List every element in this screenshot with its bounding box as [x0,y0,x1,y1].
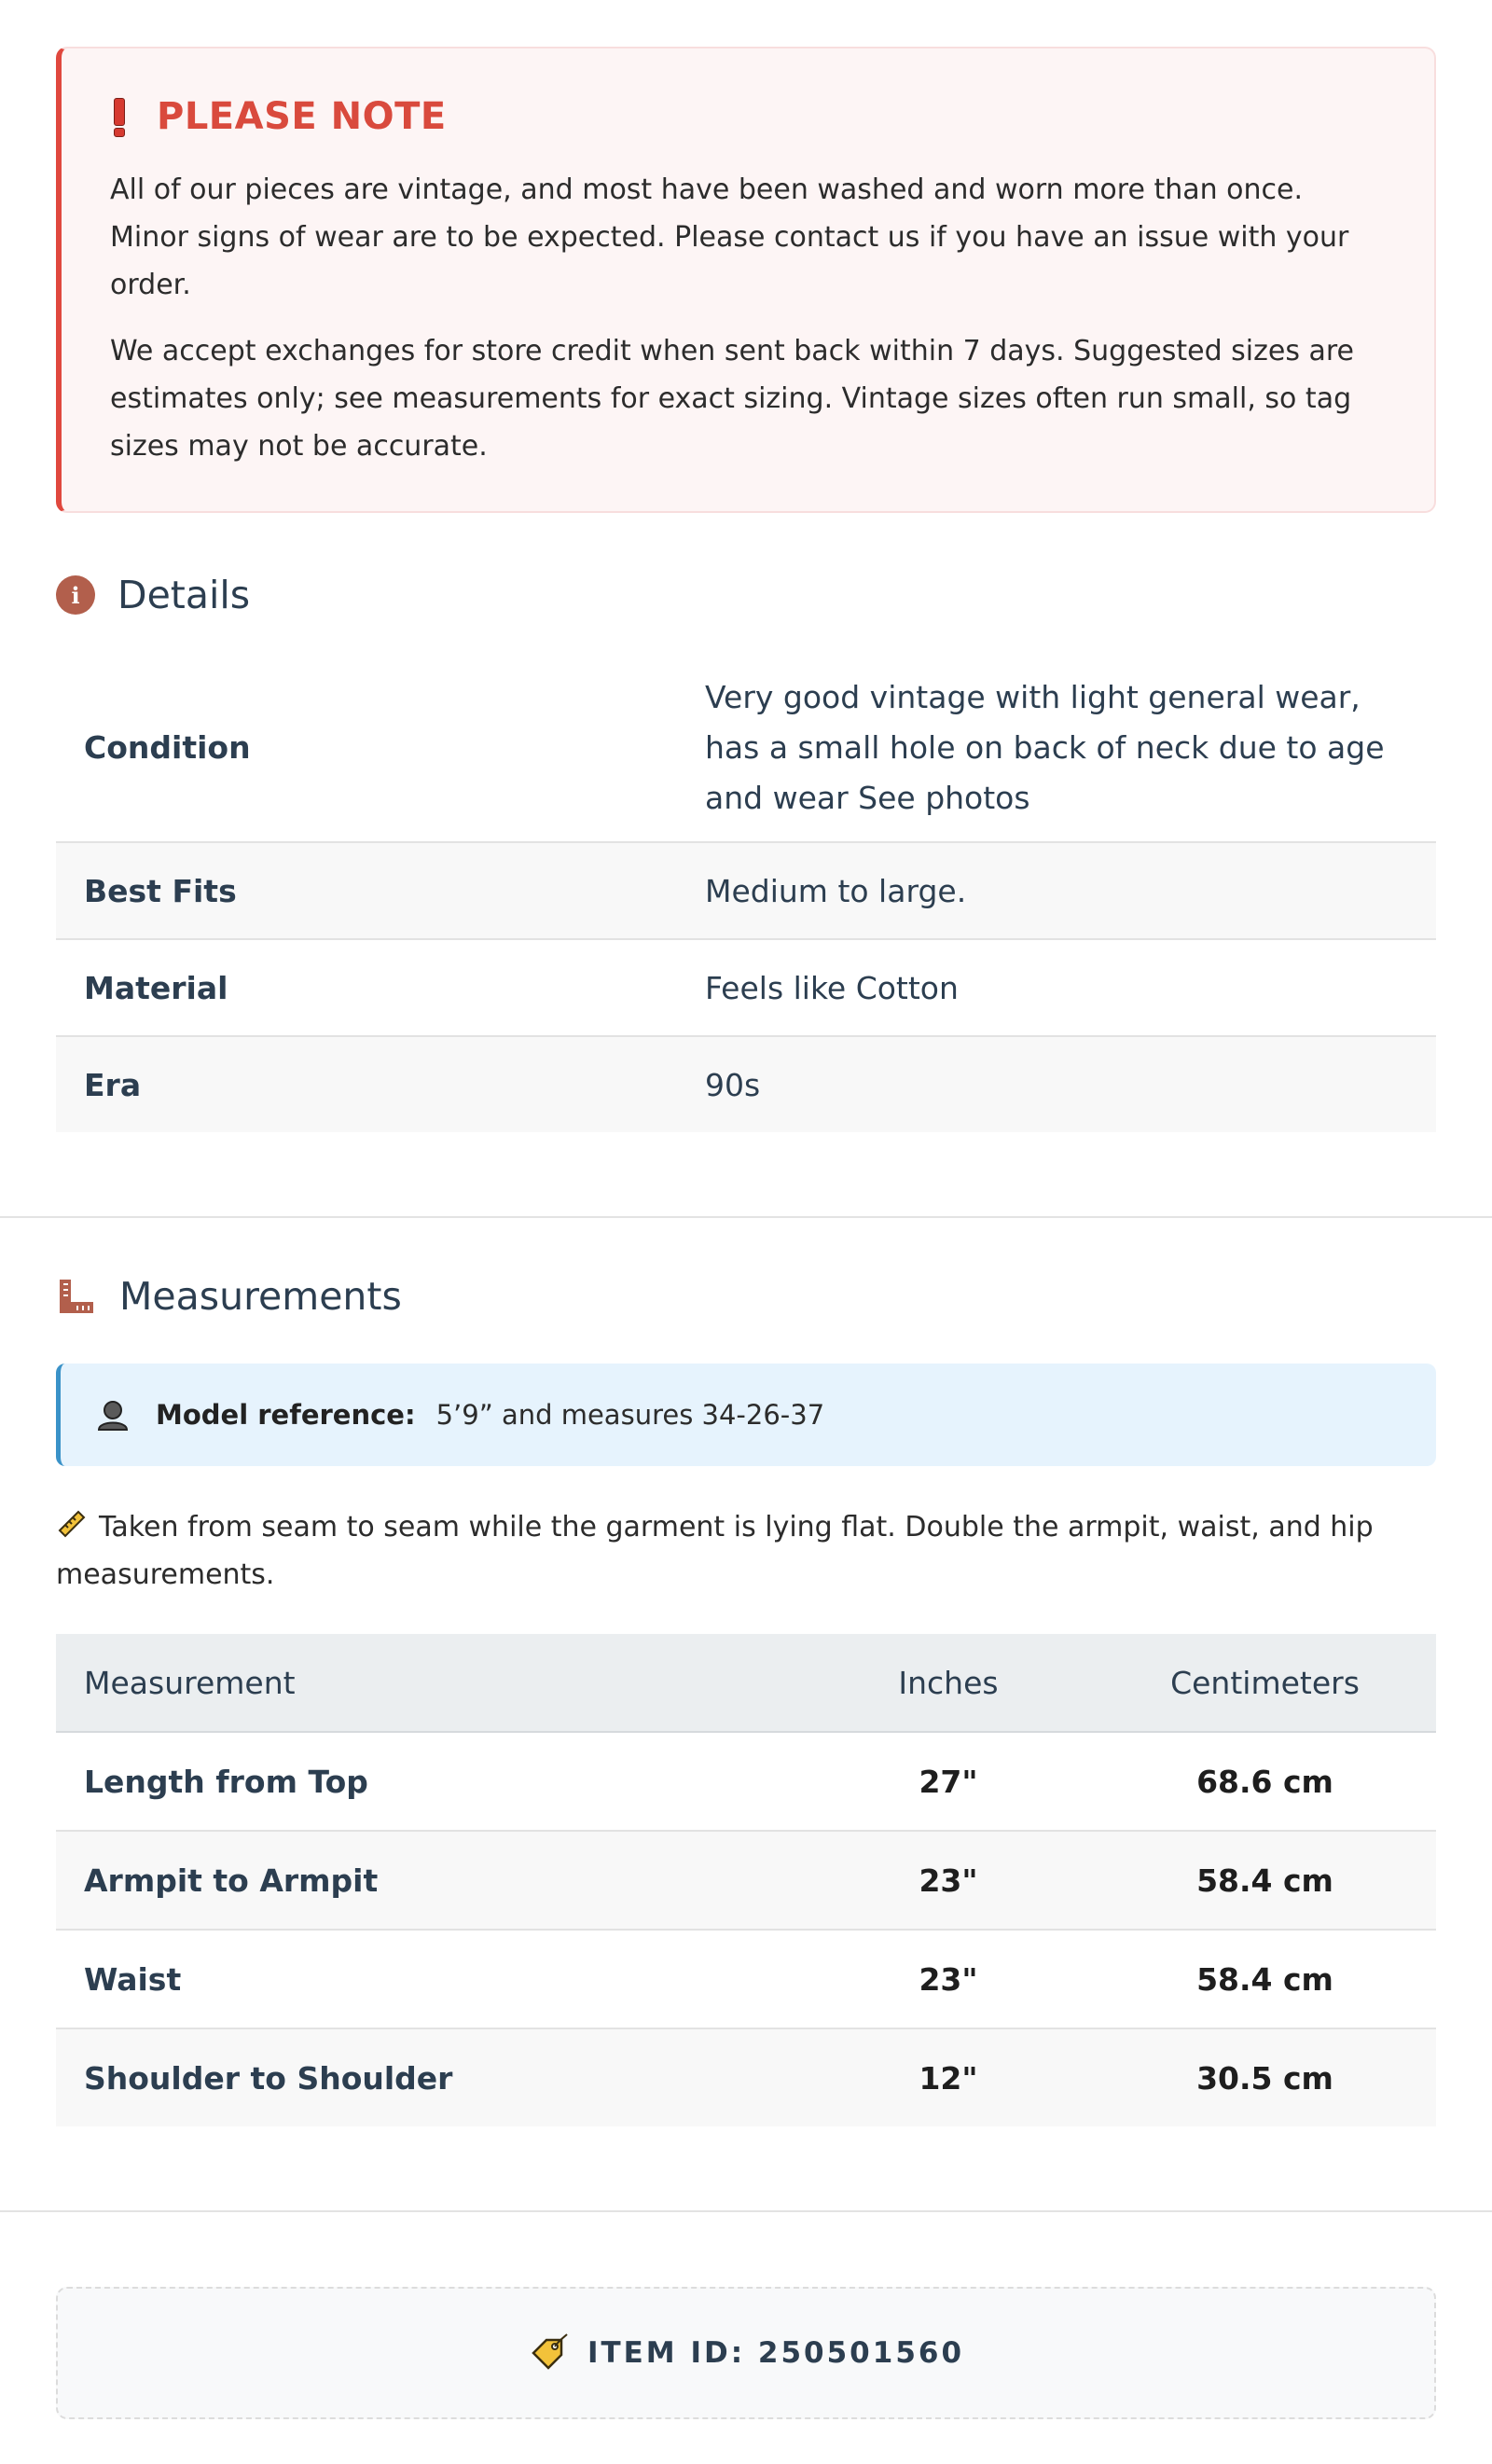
info-icon: i [56,575,95,615]
model-label: Model reference: [156,1399,416,1431]
measurement-inches: 27" [919,1763,978,1800]
measurement-cm: 30.5 cm [1196,2059,1333,2097]
header-measurement: Measurement [84,1664,296,1701]
please-note-box [56,47,1436,513]
details-row-era [56,1036,1436,1132]
details-row-condition [56,655,1436,842]
note-title: PLEASE NOTE [157,95,447,138]
note-paragraph-2: We accept exchanges for store credit when sent back within 7 days. Suggested sizes are estimates only; see measurements for exact sizing. Vintage sizes often run small, so tag sizes may not be accurate. [110,335,1355,463]
table-row [56,1930,1436,2028]
table-header-row [56,1634,1436,1732]
instructions-text: Taken from seam to seam while the garment is lying flat. Double the armpit, waist, and hip measurements. [56,1511,1374,1591]
details-row-best-fits [56,842,1436,939]
measurements-title: Measurements [119,1274,402,1319]
measurement-cm: 58.4 cm [1196,1960,1333,1998]
item-id-text: ITEM ID: 250501560 [587,2336,965,2370]
measurement-name: Length from Top [84,1763,368,1800]
details-label: Era [84,1066,142,1103]
details-table [56,655,1436,1132]
details-value: Medium to large. [705,872,967,909]
details-header [56,573,1436,617]
table-row [56,1831,1436,1930]
table-row [56,1732,1436,1831]
item-id-box [56,2287,1436,2419]
measurement-name: Shoulder to Shoulder [84,2059,453,2097]
measurement-name: Armpit to Armpit [84,1862,379,1899]
details-value: 90s [705,1066,761,1103]
measurement-inches: 12" [919,2059,978,2097]
details-label: Material [84,969,228,1006]
header-inches: Inches [898,1664,999,1701]
page-top [0,0,1492,1132]
details-value: Very good vintage with light general wear, has a small hole on back of neck due to age and wear See photos [705,679,1385,816]
tag-icon [528,2332,569,2374]
measurement-inches: 23" [919,1960,978,1998]
item-id-section [0,2287,1492,2419]
measurement-cm: 68.6 cm [1196,1763,1333,1800]
measurement-cm: 58.4 cm [1196,1862,1333,1899]
measurements-table [56,1634,1436,2126]
measurement-name: Waist [84,1960,182,1998]
measurement-instructions [56,1503,1436,1599]
model-value: 5’9” and measures 34-26-37 [435,1399,825,1431]
ruler-icon [56,1276,97,1317]
details-row-material [56,939,1436,1036]
note-header [110,95,1386,138]
table-row [56,2028,1436,2126]
ruler-pencil-icon [56,1508,88,1540]
note-paragraph-1: All of our pieces are vintage, and most have been washed and worn more than once. Minor signs of wear are to be expected. Please contact us if you have an issue with your order. [110,173,1349,301]
header-centimeters: Centimeters [1170,1664,1360,1701]
section-divider [0,1216,1492,1218]
details-label: Best Fits [84,872,237,909]
details-value: Feels like Cotton [705,969,959,1006]
measurements-header [56,1274,1436,1319]
details-label: Condition [84,729,251,766]
details-title: Details [117,573,251,617]
person-icon [96,1398,130,1432]
measurements-section [0,1274,1492,2126]
exclamation-icon [114,98,125,135]
section-divider [0,2210,1492,2212]
model-reference-box [56,1364,1436,1466]
measurement-inches: 23" [919,1862,978,1899]
